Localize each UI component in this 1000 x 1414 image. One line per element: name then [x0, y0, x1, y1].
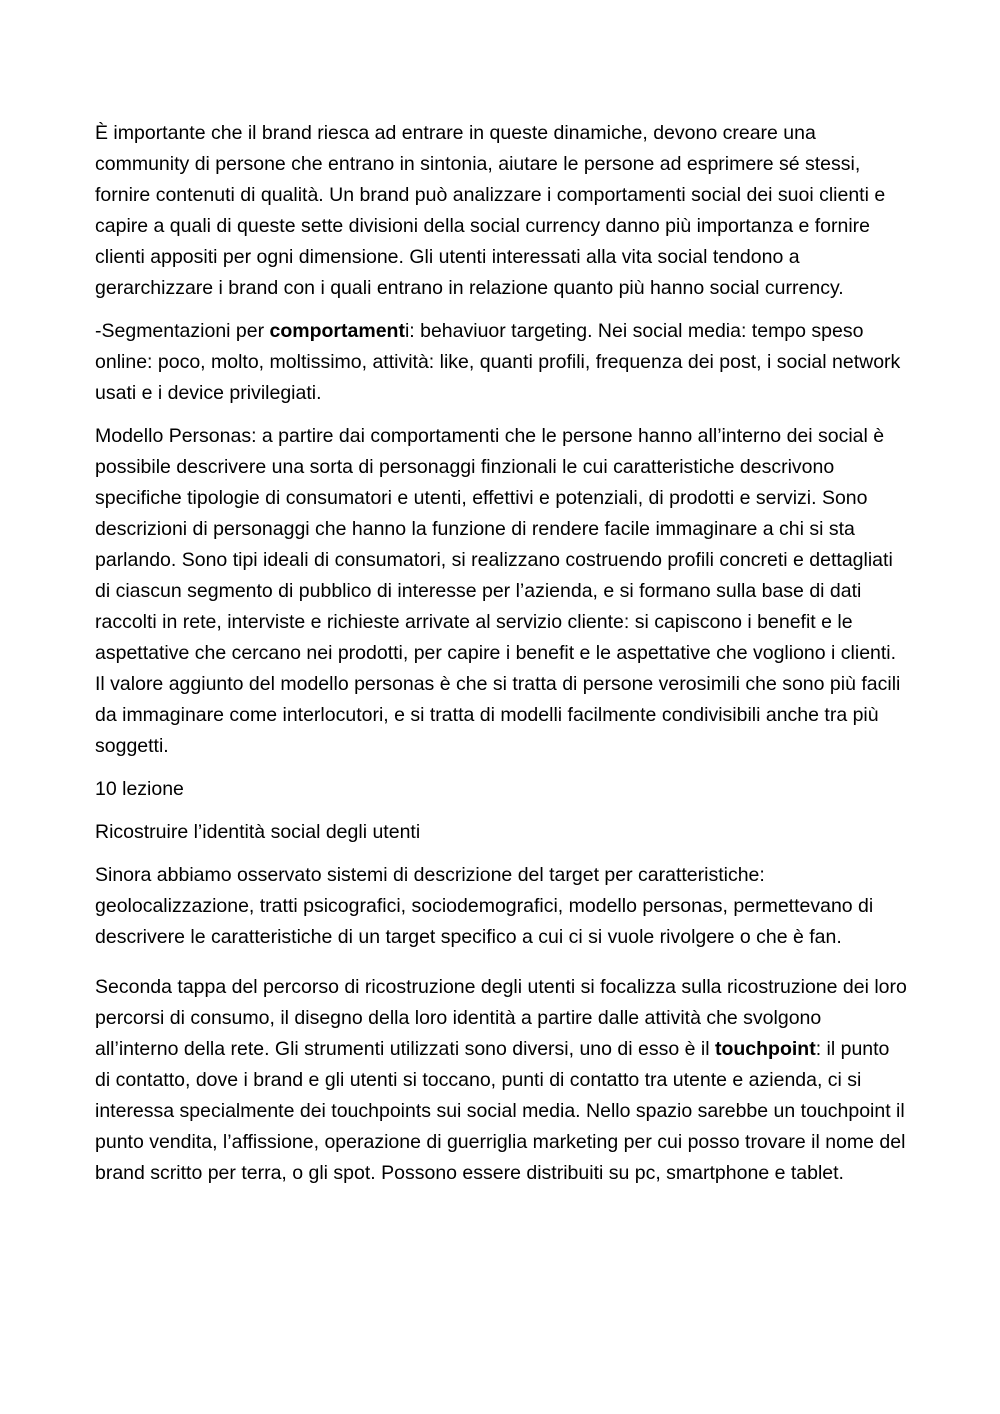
bold-term-comportamenti: comportament	[269, 320, 405, 342]
paragraph-target-description: Sinora abbiamo osservato sistemi di descrizione del target per caratteristiche: geolocalizzazione, tratti psicografici, sociodemografici, modello personas, permettevano di descrivere le caratteristiche di un target specifico a cui ci si vuole rivolgere o che è fan.	[95, 864, 874, 948]
paragraph-behaviour-segmentation	[95, 316, 907, 409]
paragraph-brand-dynamics: È importante che il brand riesca ad entrare in queste dinamiche, devono creare una community di persone che entrano in sintonia, aiutare le persone ad esprimere sé stessi, fornire contenuti di qualità. Un brand può analizzare i comportamenti social dei suoi clienti e capire a quali di queste sette divisioni della social currency danno più importanza e fornire clienti appositi per ogni dimensione. Gli utenti interessati alla vita social tendono a gerarchizzare i brand con i quali entrano in relazione quanto più hanno social currency.	[95, 122, 886, 299]
paragraph-personas-model: Modello Personas: a partire dai comportamenti che le persone hanno all’interno dei social è possibile descrivere una sorta di personaggi finzionali le cui caratteristiche descrivono specifiche tipologie di consumatori e utenti, effettivi e potenziali, di prodotti e servizi. Sono descrizioni di personaggi che hanno la funzione di rendere facile immaginare a chi si sta parlando. Sono tipi ideali di consumatori, si realizzano costruendo profili concreti e dettagliati di ciascun segmento di pubblico di interesse per l’azienda, e si formano sulla base di dati raccolti in rete, interviste e richieste arrivate al servizio cliente: si capiscono i benefit e le aspettative che cercano nei prodotti, per capire i benefit e le aspettative che vogliono i clienti. Il valore aggiunto del modello personas è che si tratta di persone verosimili che sono più facili da immaginare come interlocutori, e si tratta di modelli facilmente condivisibili anche tra più soggetti.	[95, 425, 901, 757]
paragraph-text: -Segmentazioni per	[95, 320, 270, 342]
paragraph-text: i: behaviuor targeting. Nei social media: tempo speso online: poco, molto, moltissimo, attività: like, quanti profili, frequenza dei post, i social network usati e i device privilegiati.	[95, 320, 901, 404]
bold-term-touchpoint: touchpoint	[714, 1038, 816, 1060]
paragraph-text: Seconda tappa del percorso di ricostruzione degli utenti si focalizza sulla ricostruzione dei loro percorsi di consumo, il disegno della loro identità a partire dalle attività che svolgono all’interno della rete. Gli strumenti utilizzati sono diversi, uno di esso è il	[95, 976, 907, 1060]
paragraph-touchpoint	[95, 972, 907, 1189]
document-body	[95, 118, 907, 1201]
lesson-heading: 10 lezione	[95, 778, 184, 800]
section-subtitle: Ricostruire l’identità social degli utenti	[95, 821, 421, 843]
paragraph-text: : il punto di contatto, dove i brand e gli utenti si toccano, punti di contatto tra utente e azienda, ci si interessa specialmente dei touchpoints sui social media. Nello spazio sarebbe un touchpoint il punto vendita, l’affissione, operazione di guerriglia marketing per cui posso trovare il nome del brand scritto per terra, o gli spot. Possono essere distribuiti su pc, smartphone e tablet.	[95, 1038, 906, 1184]
